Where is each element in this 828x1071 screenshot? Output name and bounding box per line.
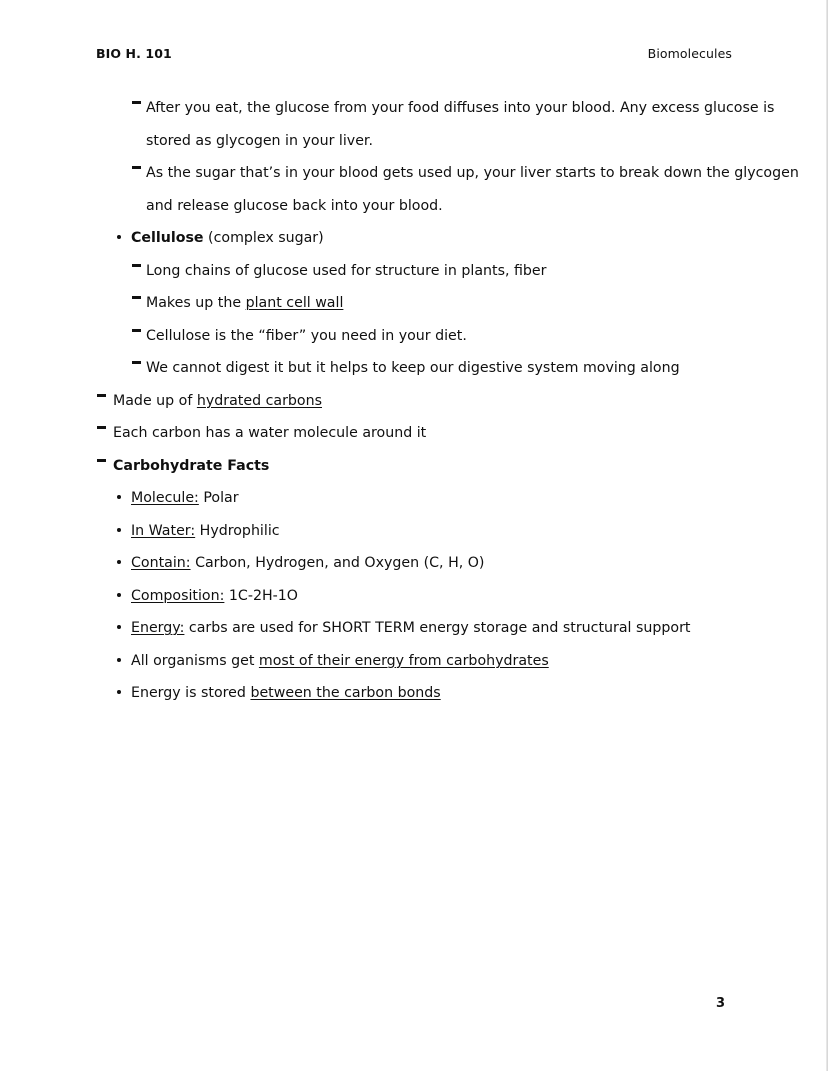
fact-value: 1C-2H-1O — [224, 587, 298, 604]
outline-text: stored as glycogen in your liver. — [146, 132, 373, 149]
outline-term: Cellulose — [131, 230, 204, 246]
outline-text-underlined: hydrated carbons — [196, 392, 322, 409]
header-topic: Biomolecules — [647, 46, 732, 61]
fact-label: In Water: — [131, 522, 196, 539]
document-header — [96, 46, 732, 61]
fact-label: Energy: — [131, 620, 185, 636]
outline-text: Each carbon has a water molecule around it — [113, 425, 427, 441]
dash-bullet-icon — [97, 459, 106, 462]
outline-item-continuation — [0, 125, 828, 158]
fact-value-underlined: most of their energy from carbohydrates — [258, 652, 549, 669]
fact-item-molecule — [0, 482, 828, 515]
round-bullet-icon — [117, 560, 121, 564]
fact-value: Polar — [198, 490, 239, 506]
page-number: 3 — [716, 996, 726, 1011]
outline-text-underlined: plant cell wall — [245, 295, 344, 311]
outline-item — [0, 255, 828, 288]
round-bullet-icon — [117, 625, 121, 629]
dash-bullet-icon — [132, 166, 141, 169]
fact-item-energy — [0, 612, 828, 645]
fact-value: Hydrophilic — [195, 522, 280, 539]
fact-label: Contain: — [131, 555, 191, 571]
round-bullet-icon — [117, 593, 121, 597]
fact-value-underlined: between the carbon bonds — [250, 685, 441, 701]
fact-label: Composition: — [131, 587, 225, 604]
fact-item-in-water — [0, 515, 828, 548]
outline-text: and release glucose back into your blood. — [146, 197, 443, 214]
fact-item-all-organisms — [0, 645, 828, 678]
outline-item — [0, 385, 828, 418]
outline-text: After you eat, the glucose from your food diffuses into your blood. Any excess glucose is — [146, 100, 775, 116]
fact-value: Energy is stored — [131, 685, 251, 701]
round-bullet-icon — [117, 658, 121, 662]
outline-section-heading — [0, 450, 828, 483]
dash-bullet-icon — [97, 426, 106, 429]
outline-item — [0, 320, 828, 353]
round-bullet-icon — [117, 235, 121, 239]
dash-bullet-icon — [132, 296, 141, 299]
outline-body — [0, 92, 828, 710]
fact-value: Carbon, Hydrogen, and Oxygen (C, H, O) — [190, 555, 485, 571]
outline-item-cellulose — [0, 222, 828, 255]
dash-bullet-icon — [132, 264, 141, 267]
outline-text: As the sugar that’s in your blood gets used up, your liver starts to break down the glycogen — [146, 165, 799, 181]
outline-text: We cannot digest it but it helps to keep our digestive system moving along — [146, 360, 680, 376]
fact-label: Molecule: — [131, 490, 199, 506]
outline-text: Made up of — [113, 392, 197, 409]
round-bullet-icon — [117, 495, 121, 499]
outline-text: Makes up the — [146, 295, 246, 311]
dash-bullet-icon — [97, 394, 106, 397]
fact-item-composition — [0, 580, 828, 613]
outline-text: Cellulose is the “fiber” you need in your diet. — [146, 327, 467, 344]
round-bullet-icon — [117, 690, 121, 694]
outline-item — [0, 287, 828, 320]
round-bullet-icon — [117, 528, 121, 532]
outline-item — [0, 352, 828, 385]
outline-text: (complex sugar) — [203, 230, 324, 246]
dash-bullet-icon — [132, 329, 141, 332]
outline-item — [0, 92, 828, 125]
dash-bullet-icon — [132, 361, 141, 364]
outline-item — [0, 157, 828, 190]
fact-item-energy-storage — [0, 677, 828, 710]
outline-item — [0, 417, 828, 450]
fact-value: All organisms get — [131, 652, 259, 669]
fact-item-contain — [0, 547, 828, 580]
fact-value: carbs are used for SHORT TERM energy storage and structural support — [184, 620, 691, 636]
outline-item-continuation — [0, 190, 828, 223]
header-course-code: BIO H. 101 — [96, 46, 172, 61]
dash-bullet-icon — [132, 101, 141, 104]
section-heading-text: Carbohydrate Facts — [113, 457, 270, 474]
outline-text: Long chains of glucose used for structure in plants, fiber — [146, 262, 547, 279]
